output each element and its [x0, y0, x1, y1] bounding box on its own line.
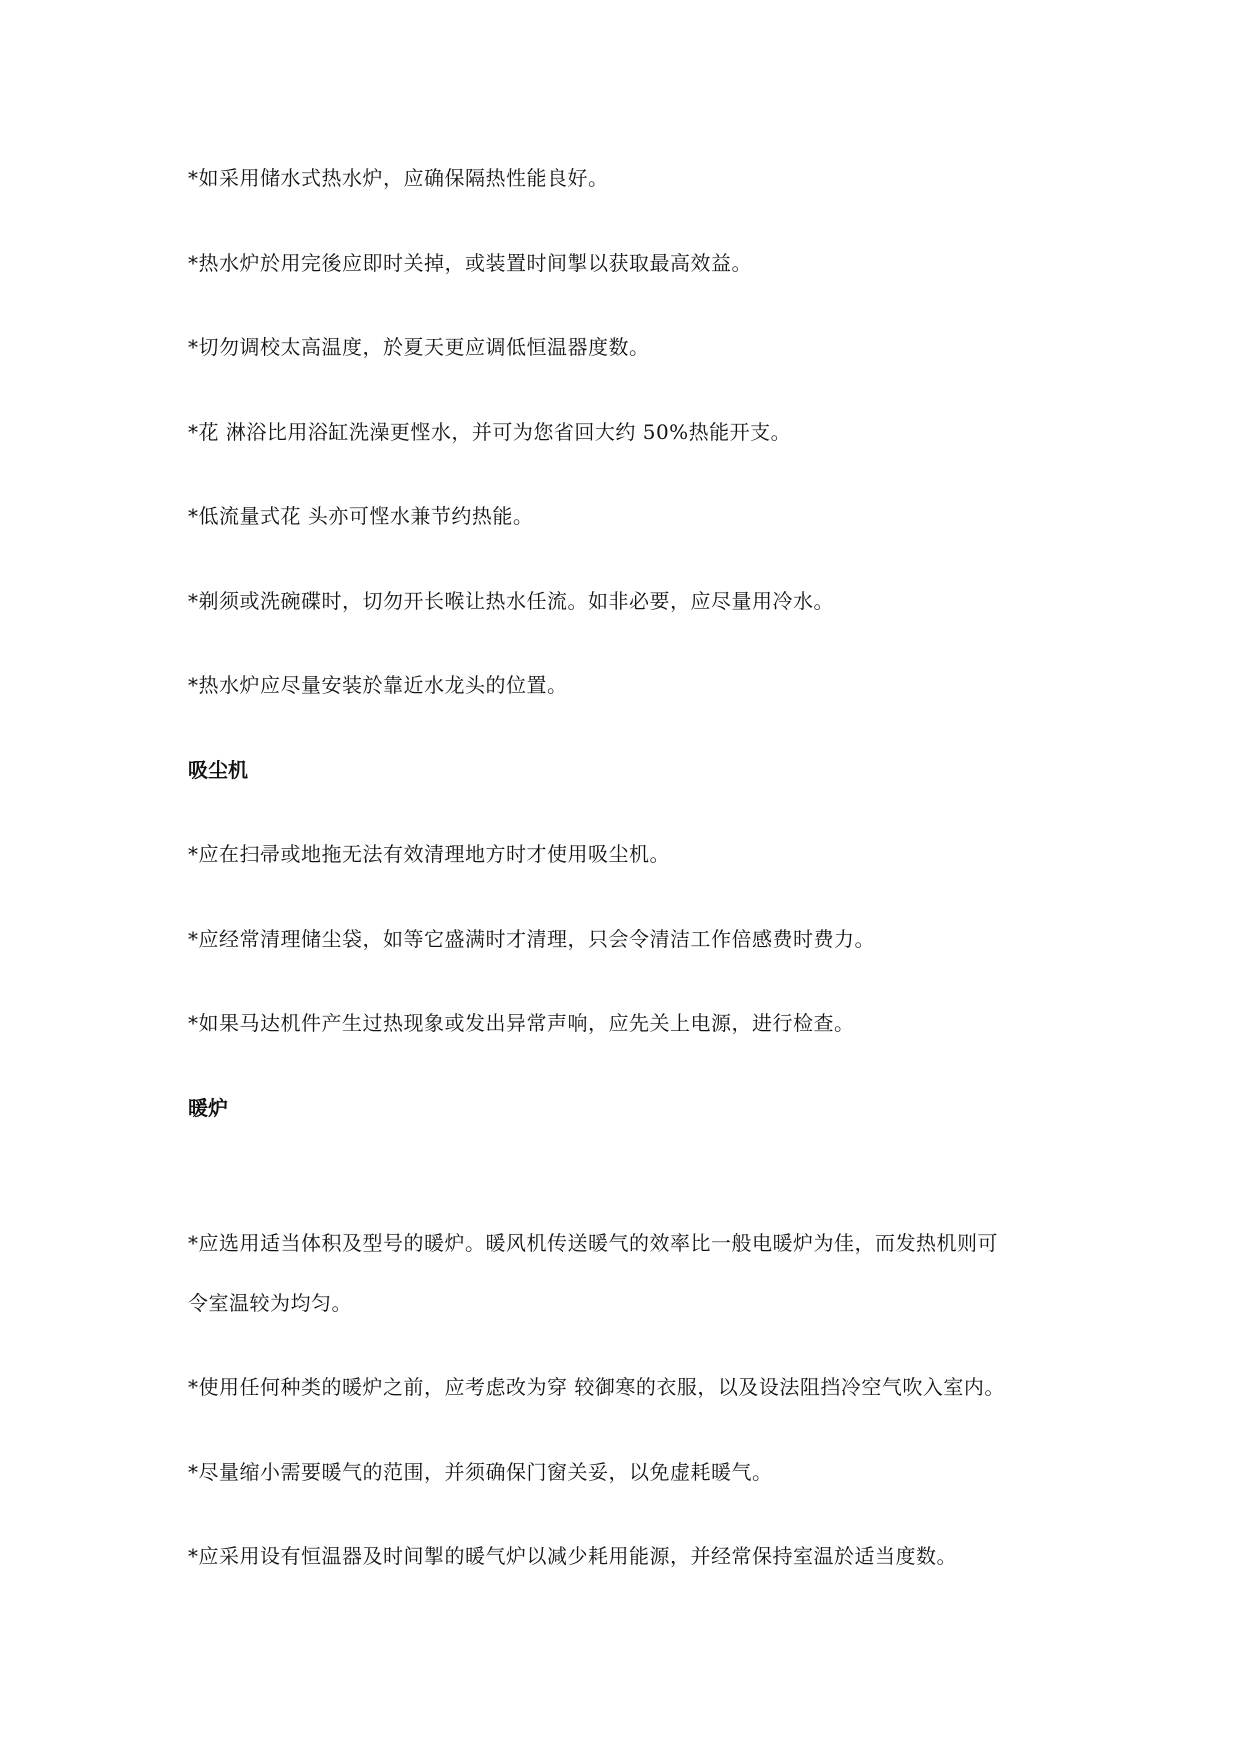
section-heading-vacuum-cleaner: 吸尘机: [188, 758, 248, 782]
tip-motor-overheating: *如果马达机件产生过热现象或发出异常声响，应先关上电源，进行检查。: [188, 1011, 855, 1035]
tip-storage-heater-insulation: *如采用储水式热水炉，应确保隔热性能良好。: [188, 166, 609, 190]
tip-heater-location: *热水炉应尽量安装於靠近水龙头的位置。: [188, 673, 568, 697]
tip-warm-clothing: *使用任何种类的暖炉之前，应考虑改为穿 较御寒的衣服，以及设法阻挡冷空气吹入室内。: [188, 1375, 1005, 1399]
tip-heater-size: *应选用适当体积及型号的暖炉。暖风机传送暖气的效率比一般电暖炉为佳，而发热机则可: [188, 1231, 998, 1255]
tip-shaving-dishwashing: *剃须或洗碗碟时，切勿开长喉让热水任流。如非必要，应尽量用冷水。: [188, 589, 834, 613]
tip-temperature-setting: *切勿调校太高温度，於夏天更应调低恒温器度数。: [188, 335, 650, 359]
tip-reduce-heated-area: *尽量缩小需要暖气的范围，并须确保门窗关妥，以免虚耗暖气。: [188, 1460, 773, 1484]
tip-low-flow-shower: *低流量式花 头亦可悭水兼节约热能。: [188, 504, 534, 528]
tip-thermostat-timer: *应采用设有恒温器及时间掣的暖气炉以减少耗用能源，并经常保持室温於适当度数。: [188, 1544, 957, 1568]
tip-vacuum-usage: *应在扫帚或地拖无法有效清理地方时才使用吸尘机。: [188, 842, 670, 866]
tip-turn-off-heater: *热水炉於用完後应即时关掉，或装置时间掣以获取最高效益。: [188, 251, 752, 275]
tip-heater-size-continued: 令室温较为均匀。: [188, 1291, 352, 1315]
tip-dust-bag: *应经常清理储尘袋，如等它盛满时才清理，只会令清洁工作倍感费时费力。: [188, 927, 875, 951]
section-heading-heater: 暖炉: [188, 1096, 228, 1120]
tip-shower-vs-bath: *花 淋浴比用浴缸洗澡更悭水，并可为您省回大约 50%热能开支。: [188, 420, 792, 444]
